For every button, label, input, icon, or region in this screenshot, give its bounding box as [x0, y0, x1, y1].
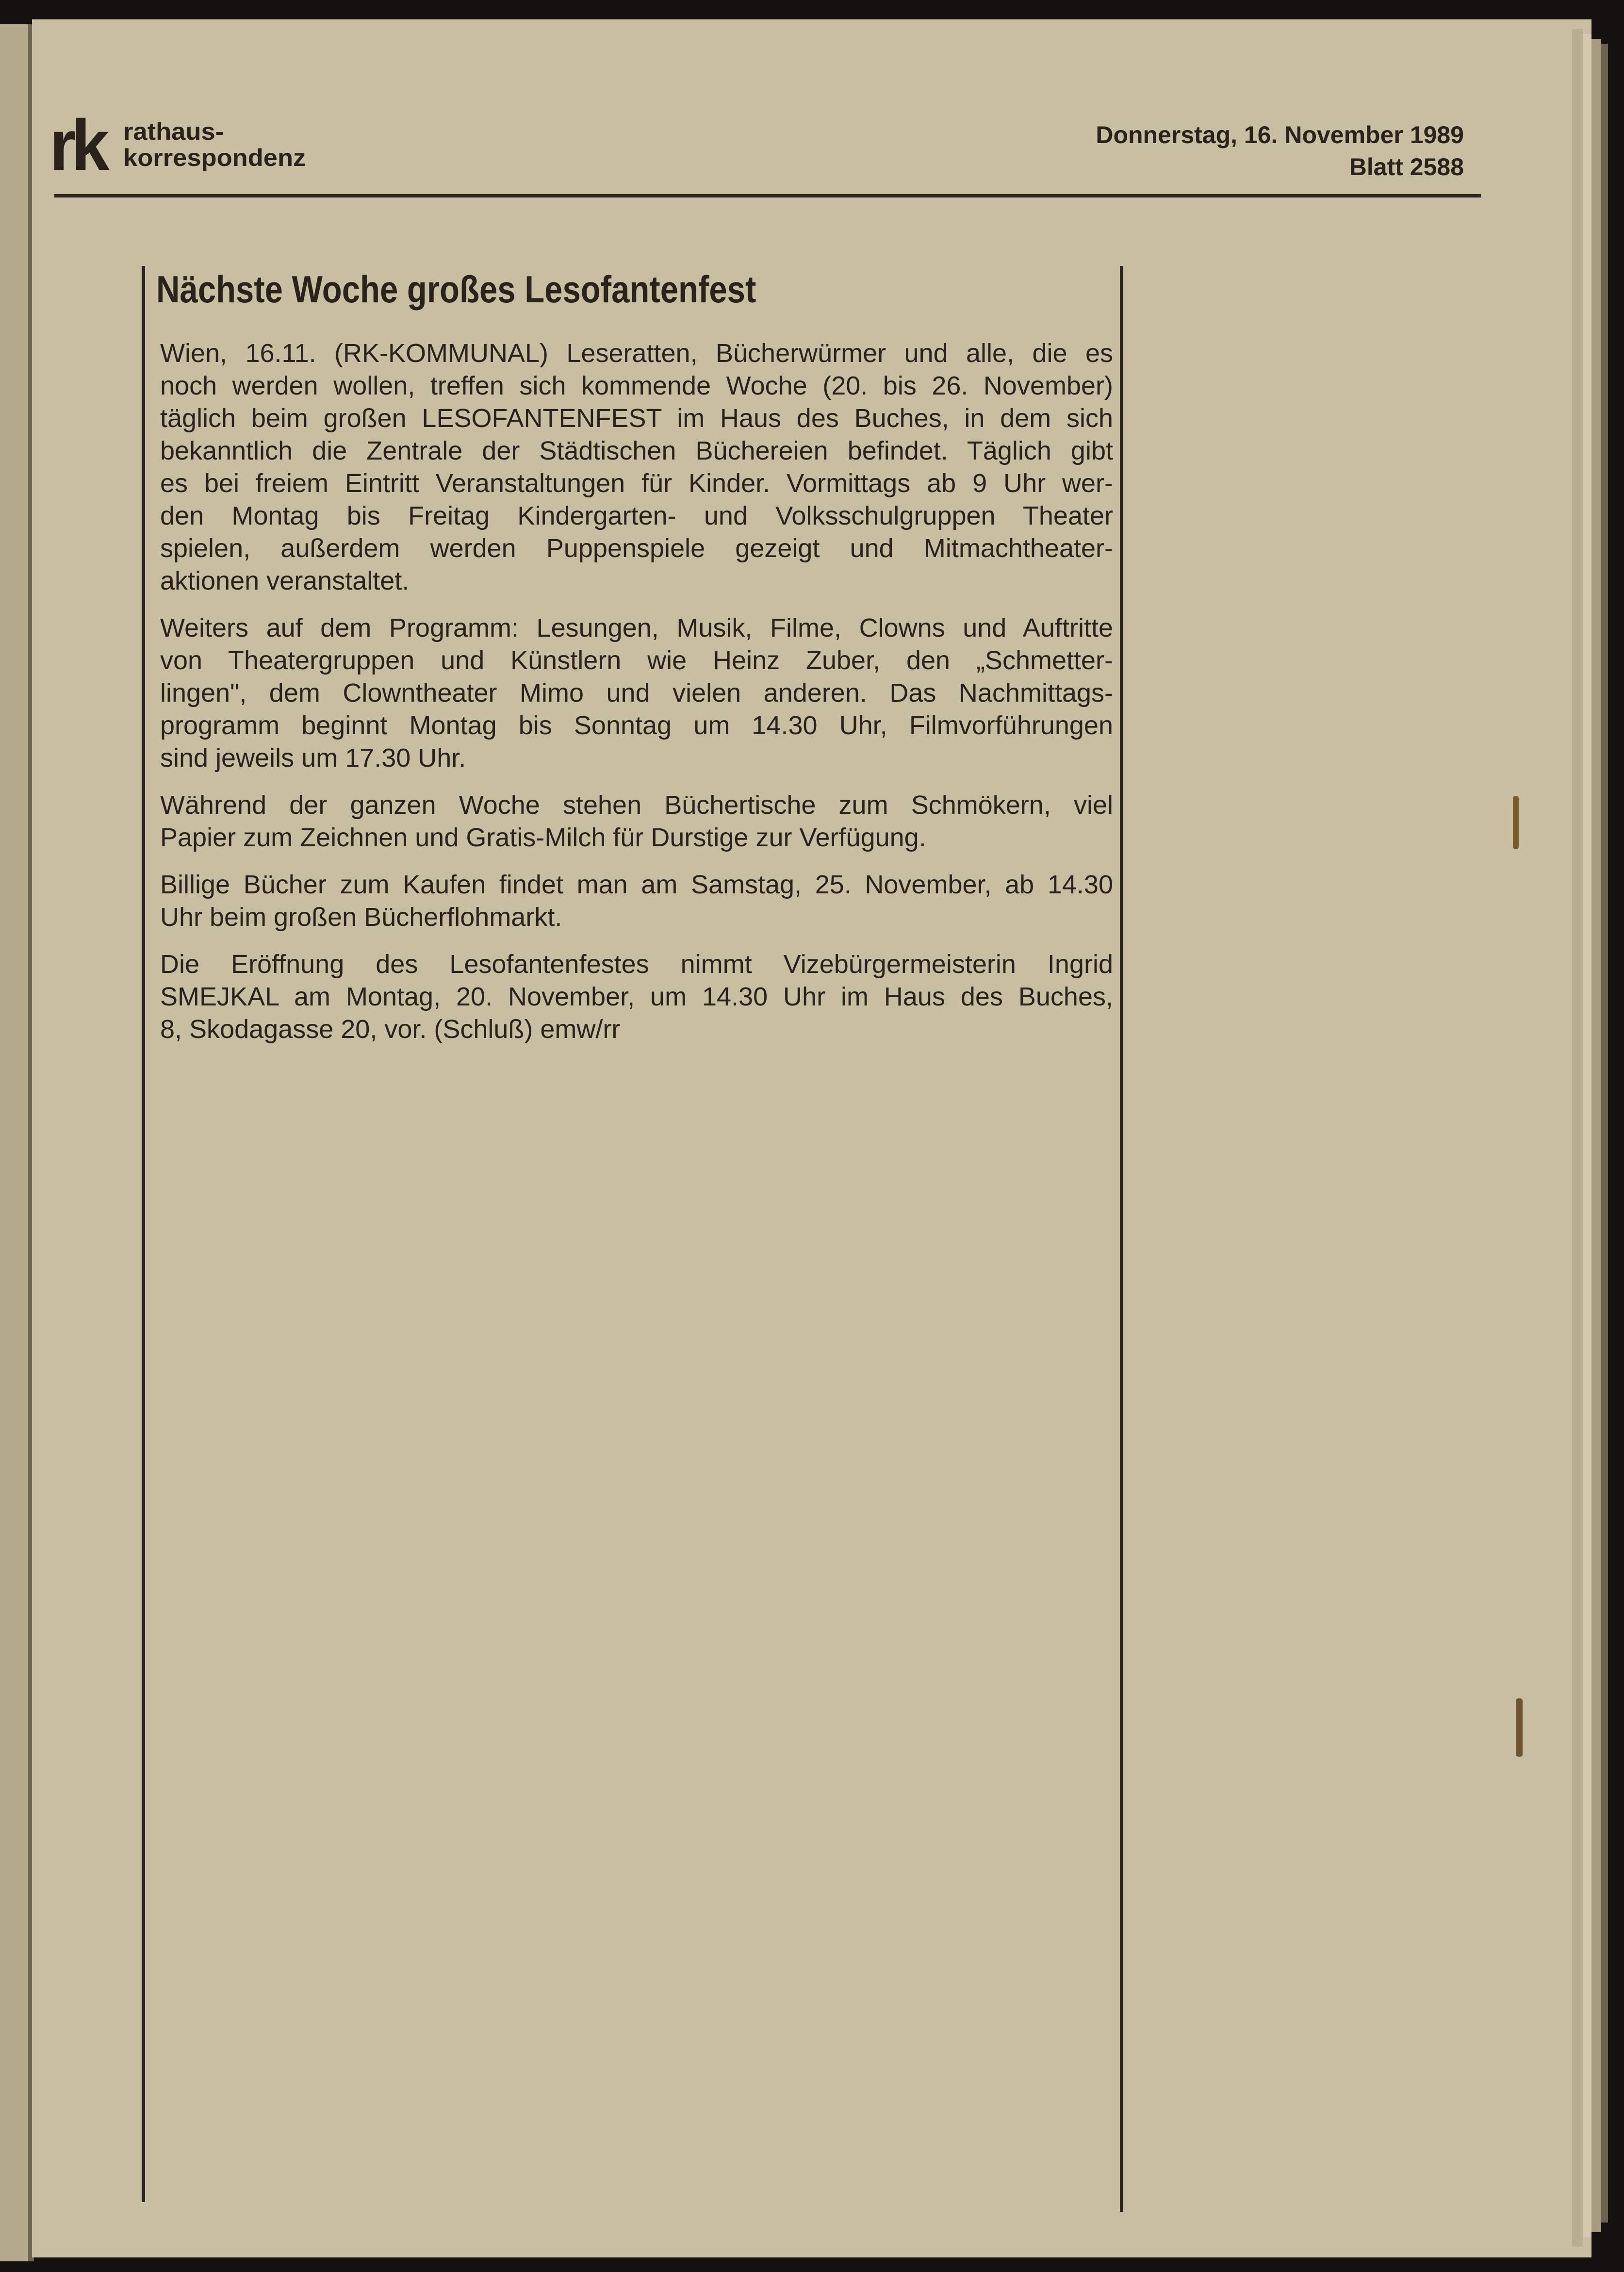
- header-meta: [930, 119, 1464, 183]
- text-line: aktionen veranstaltet.: [160, 566, 410, 595]
- logo-mark: rk: [49, 105, 105, 185]
- text-line: den Montag bis Freitag Kindergarten- und Volksschulgruppen Theater: [160, 501, 1113, 530]
- article-paragraph: [160, 789, 1113, 854]
- article-body: [160, 337, 1113, 1060]
- text-line: programm beginnt Montag bis Sonntag um 14.30 Uhr, Filmvorführungen: [160, 711, 1113, 740]
- text-line: sind jeweils um 17.30 Uhr.: [160, 743, 466, 773]
- logo-line-1: rathaus-: [123, 118, 224, 145]
- text-line: bekanntlich die Zentrale der Städtischen Büchereien befindet. Täglich gibt: [160, 436, 1113, 465]
- paper-mark: [1513, 796, 1519, 849]
- page-stack-edge: [1572, 29, 1583, 2247]
- page-stack-edge: [1583, 34, 1591, 2237]
- logo-wordmark: [123, 118, 306, 171]
- page-stack-edge: [1601, 44, 1608, 2223]
- page-stack-edge: [1591, 39, 1601, 2232]
- text-line: spielen, außerdem werden Puppenspiele gezeigt und Mitmachtheater-: [160, 534, 1113, 563]
- article-paragraph: [160, 869, 1113, 934]
- article-frame-right: [1120, 266, 1123, 2212]
- text-line: 8, Skodagasse 20, vor. (Schluß) emw/rr: [160, 1015, 621, 1044]
- article-paragraph: [160, 337, 1113, 597]
- text-line: noch werden wollen, treffen sich kommende Woche (20. bis 26. November): [160, 371, 1113, 400]
- logo-line-2: korrespondenz: [123, 144, 306, 171]
- rk-logo: [49, 105, 306, 185]
- text-line: SMEJKAL am Montag, 20. November, um 14.30 Uhr im Haus des Buches,: [160, 982, 1113, 1011]
- text-line: Wien, 16.11. (RK-KOMMUNAL) Leseratten, Bücherwürmer und alle, die es: [160, 339, 1113, 368]
- article-paragraph: [160, 948, 1113, 1046]
- article-headline: Nächste Woche großes Lesofantenfest: [156, 268, 756, 311]
- header-rule: [54, 194, 1481, 198]
- sheet-number: Blatt 2588: [1349, 153, 1464, 181]
- text-line: täglich beim großen LESOFANTENFEST im Haus des Buches, in dem sich: [160, 404, 1113, 433]
- text-line: es bei freiem Eintritt Veranstaltungen für Kinder. Vormittags ab 9 Uhr wer-: [160, 469, 1113, 498]
- text-line: Während der ganzen Woche stehen Büchertische zum Schmökern, viel: [160, 790, 1113, 820]
- text-line: lingen", dem Clowntheater Mimo und vielen anderen. Das Nachmittags-: [160, 678, 1113, 708]
- text-line: Die Eröffnung des Lesofantenfestes nimmt Vizebürgermeisterin Ingrid: [160, 950, 1113, 979]
- text-line: Papier zum Zeichnen und Gratis-Milch für Durstige zur Verfügung.: [160, 823, 926, 852]
- text-line: von Theatergruppen und Künstlern wie Heinz Zuber, den „Schmetter-: [160, 646, 1113, 675]
- paper-mark: [1516, 1698, 1523, 1757]
- text-line: Uhr beim großen Bücherflohmarkt.: [160, 903, 562, 932]
- text-line: Weiters auf dem Programm: Lesungen, Musik, Filme, Clowns und Auftritte: [160, 613, 1113, 642]
- article-frame-left: [142, 266, 145, 2202]
- issue-date: Donnerstag, 16. November 1989: [1096, 121, 1464, 148]
- article-paragraph: [160, 612, 1113, 774]
- text-line: Billige Bücher zum Kaufen findet man am Samstag, 25. November, ab 14.30: [160, 870, 1113, 899]
